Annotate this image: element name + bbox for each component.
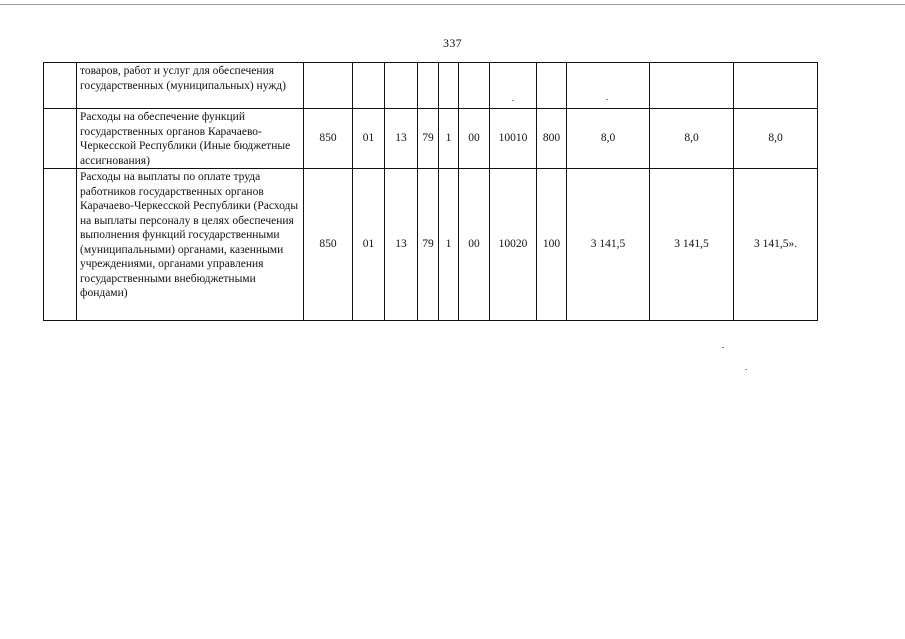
section-code-cell: 01 bbox=[353, 109, 385, 169]
main-event-code-cell: 00 bbox=[459, 109, 490, 169]
amount-year3-cell bbox=[734, 63, 818, 109]
main-event-code-cell: 00 bbox=[459, 169, 490, 321]
amount-year3-cell: 8,0 bbox=[734, 109, 818, 169]
scan-speck bbox=[722, 347, 724, 348]
table-row bbox=[44, 63, 818, 109]
scan-speck bbox=[745, 369, 747, 370]
subsection-code-cell: 13 bbox=[385, 169, 418, 321]
subprogram-code-cell: 1 bbox=[439, 109, 459, 169]
expense-type-cell: 100 bbox=[537, 169, 567, 321]
admin-code-cell: 850 bbox=[304, 109, 353, 169]
table-row bbox=[44, 169, 818, 321]
scan-speck bbox=[606, 99, 608, 100]
page-number: 337 bbox=[443, 36, 462, 50]
subsection-code-cell bbox=[385, 63, 418, 109]
description-cell: товаров, работ и услуг для обеспечения государственных (муниципальных) нужд) bbox=[77, 63, 304, 109]
program-code-cell bbox=[418, 63, 439, 109]
main-event-code-cell bbox=[459, 63, 490, 109]
program-code-cell: 79 bbox=[418, 169, 439, 321]
direction-code-cell: 10010 bbox=[490, 109, 537, 169]
scan-speck bbox=[512, 100, 514, 101]
section-code-cell: 01 bbox=[353, 169, 385, 321]
page-top-rule bbox=[0, 4, 905, 5]
amount-year1-cell: 8,0 bbox=[567, 109, 650, 169]
expense-type-cell bbox=[537, 63, 567, 109]
subprogram-code-cell: 1 bbox=[439, 169, 459, 321]
subsection-code-cell: 13 bbox=[385, 109, 418, 169]
row-blank-cell bbox=[44, 109, 77, 169]
amount-year3-cell: 3 141,5». bbox=[734, 169, 818, 321]
budget-table bbox=[43, 62, 818, 321]
direction-code-cell: 10020 bbox=[490, 169, 537, 321]
table-row bbox=[44, 109, 818, 169]
amount-year2-cell: 3 141,5 bbox=[650, 169, 734, 321]
program-code-cell: 79 bbox=[418, 109, 439, 169]
amount-year2-cell: 8,0 bbox=[650, 109, 734, 169]
subprogram-code-cell bbox=[439, 63, 459, 109]
admin-code-cell bbox=[304, 63, 353, 109]
admin-code-cell: 850 bbox=[304, 169, 353, 321]
row-blank-cell bbox=[44, 169, 77, 321]
section-code-cell bbox=[353, 63, 385, 109]
description-cell: Расходы на обеспечение функций государственных органов Карачаево-Черкесской Республики (Иные бюджетные ассигнования) bbox=[77, 109, 304, 169]
row-blank-cell bbox=[44, 63, 77, 109]
amount-year2-cell bbox=[650, 63, 734, 109]
amount-year1-cell: 3 141,5 bbox=[567, 169, 650, 321]
amount-year1-cell bbox=[567, 63, 650, 109]
direction-code-cell bbox=[490, 63, 537, 109]
description-cell: Расходы на выплаты по оплате труда работников государственных органов Карачаево-Черкесской Республики (Расходы на выплаты персоналу в целях обеспечения выполнения функций государственными (муниципальными) органами, казенными учреждениями, органами управления государственными внебюджетными фондами) bbox=[77, 169, 304, 321]
expense-type-cell: 800 bbox=[537, 109, 567, 169]
